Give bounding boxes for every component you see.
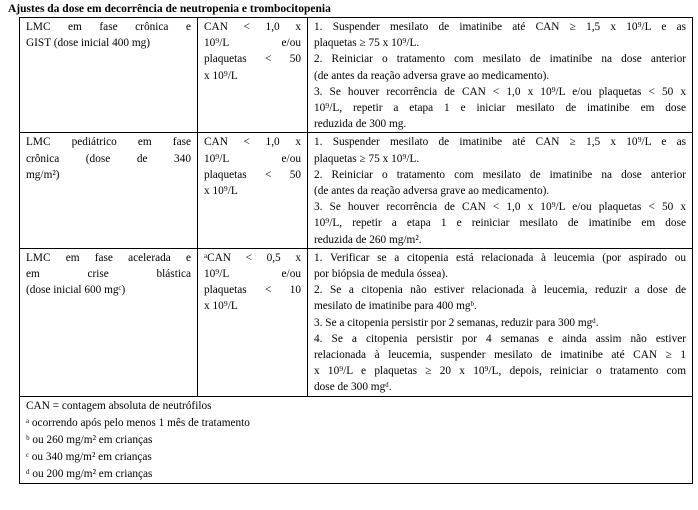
footnote: ᶜ ou 340 mg/m² em crianças xyxy=(26,450,152,463)
action-step-line: por biópsia de medula óssea). xyxy=(314,268,448,281)
action-step-line: x 10⁹/L e plaquetas ≥ 20 x 10⁹/L, depois, reiniciar o tratamento com xyxy=(314,365,686,378)
action-step-line: 1. Verificar se a citopenia está relacionada à leucemia (por aspirado ou xyxy=(314,251,686,264)
action-step-line: (de antes da reação adversa grave ao medicamento). xyxy=(314,69,550,82)
footnotes-cell xyxy=(20,396,693,483)
threshold-line: CAN < 1,0 x xyxy=(204,136,301,149)
threshold-line: plaquetas < 50 xyxy=(204,53,301,66)
action-step-line: 2. Se a citopenia não estiver relacionada à leucemia, reduzir a dose de xyxy=(314,284,686,297)
footnote: CAN = contagem absoluta de neutrófilos xyxy=(26,399,212,412)
action-step-line: relacionada à leucemia, suspender mesilato de imatinibe até CAN ≥ 1 xyxy=(314,349,686,362)
action-step xyxy=(314,19,686,51)
threshold-line: x 10⁹/L xyxy=(204,69,238,82)
action-step-line: 3. Se houver recorrência de CAN < 1,0 x 10⁹/L e/ou plaquetas < 50 x xyxy=(314,201,686,214)
threshold-line: plaquetas < 10 xyxy=(204,284,301,297)
action-step-line: reduzida de 260 mg/m². xyxy=(314,233,422,246)
action-steps-cell xyxy=(308,248,693,396)
action-step-line: 4. Se a citopenia persistir por 4 semanas e ainda assim não estiver xyxy=(314,332,686,345)
threshold-line: x 10⁹/L xyxy=(204,185,238,198)
action-step-line: plaquetas ≥ 75 x 10⁹/L. xyxy=(314,37,420,50)
action-step-line: mesilato de imatinibe para 400 mgᵇ. xyxy=(314,300,477,313)
action-step xyxy=(314,134,686,166)
threshold-line: 10⁹/L e/ou xyxy=(204,37,301,50)
action-step-line: 1. Suspender mesilato de imatinibe até CAN ≥ 1,5 x 10⁹/L e as xyxy=(314,21,686,33)
action-step-line: 2. Reiniciar o tratamento com mesilato de imatinibe na dose anterior xyxy=(314,168,686,181)
action-step-line: 2. Reiniciar o tratamento com mesilato de imatinibe na dose anterior xyxy=(314,53,686,66)
action-step xyxy=(314,199,686,248)
action-step-line: reduzida de 300 mg. xyxy=(314,118,407,131)
action-step-line: dose de 300 mgᵈ. xyxy=(314,381,392,394)
indication-cell xyxy=(20,18,198,133)
action-step-line: 3. Se a citopenia persistir por 2 semanas, reduzir para 300 mgᵈ. xyxy=(314,316,599,329)
action-step xyxy=(314,84,686,133)
action-step xyxy=(314,250,686,282)
footnotes-row xyxy=(20,396,693,483)
indication-cell xyxy=(20,248,198,396)
footnote: ᵃ ocorrendo após pelo menos 1 mês de tratamento xyxy=(26,416,250,429)
action-step-line: 1. Suspender mesilato de imatinibe até CAN ≥ 1,5 x 10⁹/L e as xyxy=(314,136,686,149)
indication-line: LMC em fase acelerada e xyxy=(26,251,191,264)
footnote: ᵇ ou 260 mg/m² em crianças xyxy=(26,433,153,446)
indication-line: GIST (dose inicial 400 mg) xyxy=(26,37,151,50)
threshold-line: 10⁹/L e/ou xyxy=(204,152,301,165)
table-caption: Ajustes da dose em decorrência de neutropenia e trombocitopenia xyxy=(8,3,331,15)
action-step-line: 10⁹/L, repetir a etapa 1 e iniciar mesilato de imatinibe em dose xyxy=(314,102,686,115)
indication-line: LMC em fase crônica e xyxy=(26,21,191,33)
threshold-cell xyxy=(198,133,308,248)
action-steps-cell xyxy=(308,18,693,133)
table-row xyxy=(20,248,693,396)
threshold-line: x 10⁹/L xyxy=(204,300,238,313)
footnote: ᵈ ou 200 mg/m² em crianças xyxy=(26,467,153,480)
threshold-line: plaquetas < 50 xyxy=(204,168,301,181)
action-step xyxy=(314,331,686,396)
indication-line: mg/m²) xyxy=(26,168,60,181)
action-step-line: 3. Se houver recorrência de CAN < 1,0 x 10⁹/L e/ou plaquetas < 50 x xyxy=(314,85,686,98)
action-step xyxy=(314,51,686,83)
table-row xyxy=(20,133,693,248)
threshold-cell xyxy=(198,248,308,396)
indication-line: crônica (dose de 340 xyxy=(26,152,191,165)
indication-line: (dose inicial 600 mgᶜ) xyxy=(26,284,126,297)
action-step xyxy=(314,167,686,199)
action-steps-cell xyxy=(308,133,693,248)
dose-adjustment-table xyxy=(19,17,693,484)
action-step xyxy=(314,315,686,331)
indication-line: em crise blástica xyxy=(26,268,191,281)
indication-cell xyxy=(20,133,198,248)
table-row xyxy=(20,18,693,133)
threshold-line: 10⁹/L e/ou xyxy=(204,268,301,281)
action-step-line: (de antes da reação adversa grave ao medicamento). xyxy=(314,185,550,198)
threshold-cell xyxy=(198,18,308,133)
indication-line: LMC pediátrico em fase xyxy=(26,136,191,149)
action-step-line: 10⁹/L, repetir a etapa 1 e reiniciar mesilato de imatinibe em dose xyxy=(314,217,686,230)
threshold-line: ᵃCAN < 0,5 x xyxy=(204,251,301,264)
threshold-line: CAN < 1,0 x xyxy=(204,21,301,33)
action-step xyxy=(314,282,686,314)
action-step-line: plaquetas ≥ 75 x 10⁹/L. xyxy=(314,152,420,165)
